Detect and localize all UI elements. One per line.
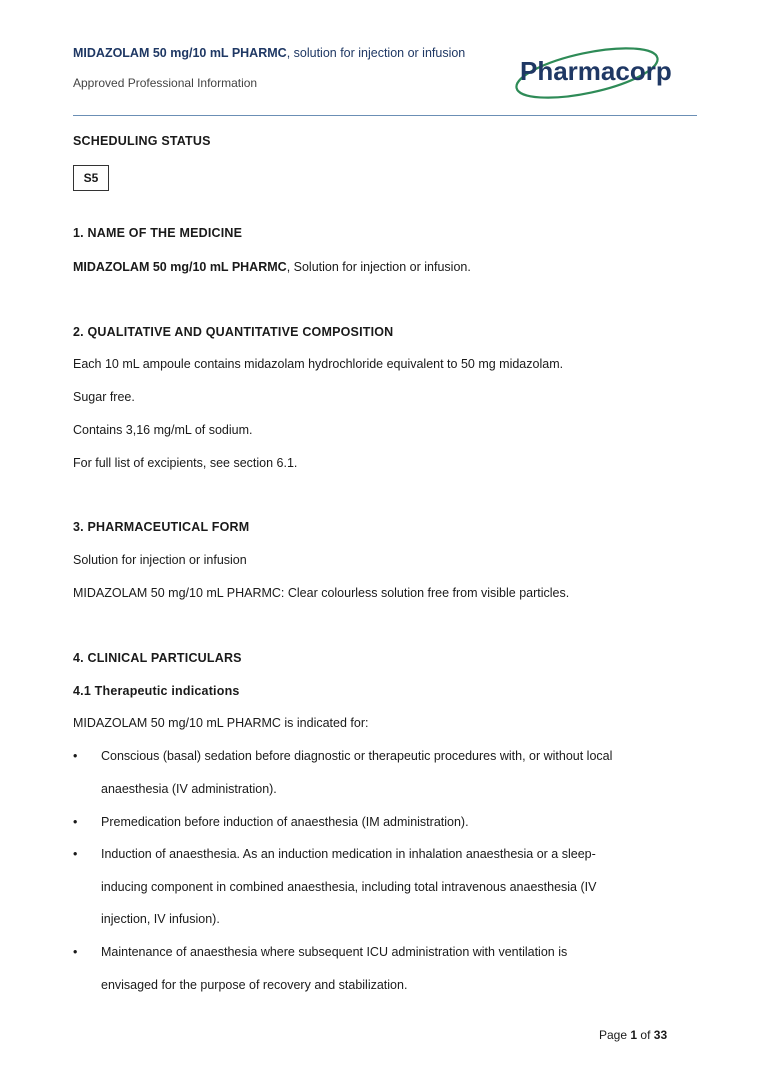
bullet-marker: •	[73, 749, 78, 763]
indications-intro: MIDAZOLAM 50 mg/10 mL PHARMC is indicated for:	[73, 716, 369, 730]
bullet-marker: •	[73, 815, 78, 829]
medicine-name-rest: , Solution for injection or infusion.	[286, 260, 471, 274]
form-line: Solution for injection or infusion	[73, 553, 247, 567]
header-subtitle: Approved Professional Information	[73, 76, 258, 90]
logo-text: Pharmacorp	[520, 56, 672, 86]
composition-line: For full list of excipients, see section 6.1.	[73, 456, 298, 470]
bullet-item-line: Premedication before induction of anaesthesia (IM administration).	[101, 815, 469, 829]
bullet-item-line: Conscious (basal) sedation before diagnostic or therapeutic procedures with, or without local	[101, 749, 613, 763]
section4-1-subheading: 4.1 Therapeutic indications	[73, 684, 240, 698]
section4-heading: 4. CLINICAL PARTICULARS	[73, 651, 242, 665]
bullet-item-line: injection, IV infusion).	[101, 912, 220, 926]
section3-heading: 3. PHARMACEUTICAL FORM	[73, 520, 250, 534]
page-word: Page	[599, 1028, 628, 1042]
form-line: MIDAZOLAM 50 mg/10 mL PHARMC: Clear colourless solution free from visible particles.	[73, 586, 570, 600]
bullet-item-line: anaesthesia (IV administration).	[101, 782, 277, 796]
bullet-item-line: Induction of anaesthesia. As an induction medication in inhalation anaesthesia or a sleep-	[101, 847, 596, 861]
bullet-item-line: Maintenance of anaesthesia where subsequent ICU administration with ventilation is	[101, 945, 568, 959]
composition-line: Each 10 mL ampoule contains midazolam hydrochloride equivalent to 50 mg midazolam.	[73, 357, 564, 371]
section1-heading: 1. NAME OF THE MEDICINE	[73, 226, 243, 240]
page-number: 1	[630, 1028, 638, 1042]
medicine-name-bold: MIDAZOLAM 50 mg/10 mL PHARMC	[73, 260, 287, 274]
bullet-marker: •	[73, 847, 78, 861]
of-word: of	[640, 1028, 651, 1042]
total-pages: 33	[653, 1028, 668, 1042]
bullet-item-line: inducing component in combined anaesthesia, including total intravenous anaesthesia (IV	[101, 880, 597, 894]
header-divider	[73, 115, 697, 116]
schedule-badge: S5	[73, 165, 109, 191]
composition-line: Sugar free.	[73, 390, 135, 404]
bullet-item-line: envisaged for the purpose of recovery and stabilization.	[101, 978, 408, 992]
bullet-marker: •	[73, 945, 78, 959]
composition-line: Contains 3,16 mg/mL of sodium.	[73, 423, 253, 437]
section1-medicine-name	[73, 260, 471, 274]
header-title-rest: , solution for injection or infusion	[286, 46, 466, 60]
header-title-bold: MIDAZOLAM 50 mg/10 mL PHARMC	[73, 46, 287, 60]
section2-heading: 2. QUALITATIVE AND QUANTITATIVE COMPOSITION	[73, 325, 394, 339]
header-title	[73, 46, 465, 60]
page-footer	[599, 1028, 667, 1042]
scheduling-heading: SCHEDULING STATUS	[73, 134, 211, 148]
pharmacorp-logo	[512, 42, 692, 104]
